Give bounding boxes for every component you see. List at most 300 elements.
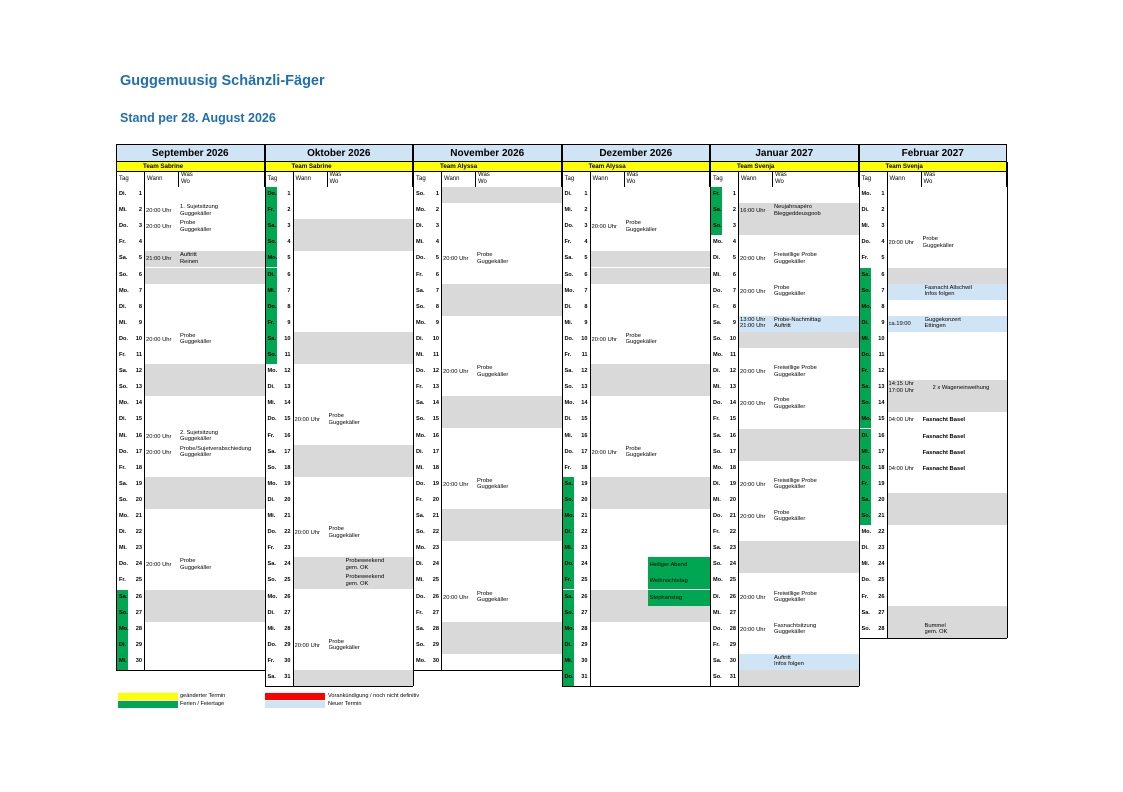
weekday: Do.	[564, 335, 574, 342]
day-tag	[116, 525, 144, 541]
weekday: Mo.	[713, 239, 723, 246]
appointment-time: 20:00 Uhr	[443, 256, 469, 263]
day-entry-bg	[590, 606, 711, 622]
grid-line	[562, 162, 563, 686]
weekday: Sa.	[267, 448, 276, 455]
day-row	[859, 445, 1008, 461]
appointment-description: Probeweekend gem. OK	[345, 558, 385, 571]
legend-label: Neuer Termin	[328, 701, 362, 707]
day-entry-bg	[590, 541, 711, 557]
day-entry-bg	[293, 429, 414, 445]
day-row	[562, 429, 711, 445]
appointment-description: Probe Guggekäller	[625, 445, 657, 458]
day-number: 8	[881, 303, 885, 310]
day-entry-bg	[887, 203, 1008, 219]
day-entry-bg	[144, 541, 265, 557]
day-tag	[562, 219, 590, 235]
weekday: Di.	[267, 496, 275, 503]
day-row	[859, 380, 1008, 396]
col-header-was-wo: Was Wo	[327, 171, 414, 187]
day-number: 1	[435, 191, 439, 197]
day-row	[859, 364, 1008, 380]
day-row	[562, 573, 711, 589]
col-header-was-wo: Was Wo	[475, 171, 562, 187]
day-row	[116, 638, 265, 654]
day-tag	[413, 187, 441, 203]
weekday: Mo.	[861, 191, 872, 197]
day-row	[265, 670, 414, 686]
appointment-description: Probe Guggekäller	[180, 558, 212, 571]
weekday: Fr.	[861, 593, 869, 600]
day-tag	[413, 332, 441, 348]
day-number: 22	[729, 529, 736, 536]
day-tag	[116, 573, 144, 589]
day-tag	[710, 219, 738, 235]
weekday: Do.	[119, 561, 129, 568]
day-number: 2	[584, 207, 588, 214]
weekday: Mo.	[416, 319, 426, 326]
day-row	[116, 606, 265, 622]
day-tag	[859, 300, 887, 316]
day-tag	[413, 235, 441, 251]
day-number: 14	[878, 400, 885, 407]
weekday: Do.	[564, 674, 574, 680]
day-number: 18	[135, 464, 142, 471]
appointment-time: 20:00 Uhr	[740, 514, 766, 520]
weekday: Mi.	[416, 239, 424, 246]
day-number: 10	[729, 335, 736, 342]
day-entry-bg	[144, 300, 265, 316]
day-tag	[859, 429, 887, 445]
day-tag	[413, 606, 441, 622]
day-tag	[562, 203, 590, 219]
day-row	[710, 638, 859, 654]
day-number: 22	[581, 529, 588, 536]
day-number: 25	[581, 577, 588, 584]
day-number: 27	[581, 609, 588, 616]
day-entry-bg	[590, 525, 711, 541]
legend-label: Ferien / Feiertage	[180, 701, 225, 707]
day-tag	[859, 235, 887, 251]
day-number: 30	[432, 657, 439, 664]
col-header-tag: Tag	[859, 171, 887, 187]
day-tag	[413, 477, 441, 493]
day-tag	[859, 284, 887, 300]
day-tag	[710, 622, 738, 638]
weekday: Sa.	[119, 255, 128, 262]
day-row	[562, 396, 711, 412]
day-row	[859, 606, 1008, 622]
day-number: 5	[881, 255, 885, 262]
day-row	[859, 235, 1008, 251]
appointment-description: Probe Guggekäller	[774, 397, 806, 410]
day-number: 9	[881, 319, 885, 326]
day-row	[116, 396, 265, 412]
day-entry-bg	[738, 461, 859, 477]
day-row	[710, 670, 859, 686]
day-number: 3	[732, 223, 736, 230]
day-entry-bg	[738, 525, 859, 541]
day-entry-bg	[738, 493, 859, 509]
col-header-was-wo: Was Wo	[624, 171, 711, 187]
day-row	[413, 557, 562, 573]
day-number: 16	[135, 432, 142, 439]
weekday: Mi.	[564, 432, 573, 439]
weekday: Fr.	[861, 255, 869, 262]
day-row	[265, 284, 414, 300]
weekday: Do.	[119, 335, 129, 342]
weekday: Mo.	[267, 255, 278, 262]
day-entry-bg	[590, 380, 711, 396]
day-number: 10	[135, 335, 142, 342]
row-divider	[116, 171, 265, 172]
day-entry-bg	[738, 573, 859, 589]
day-number: 13	[729, 384, 736, 391]
appointment-description: Probe Guggekäller	[477, 477, 509, 491]
day-number: 7	[435, 287, 439, 294]
day-tag	[710, 445, 738, 461]
day-entry-bg	[738, 187, 859, 203]
day-number: 30	[581, 657, 588, 664]
month-column	[562, 144, 711, 686]
day-entry-bg	[144, 477, 265, 493]
day-row	[413, 445, 562, 461]
day-tag	[710, 316, 738, 332]
day-tag	[710, 670, 738, 686]
page-title: Guggemuusig Schänzli-Fäger	[120, 73, 325, 89]
weekday: Fr.	[267, 657, 275, 664]
day-row	[710, 380, 859, 396]
day-tag	[265, 541, 293, 557]
day-tag	[562, 316, 590, 332]
day-number: 5	[435, 255, 439, 262]
day-tag	[859, 268, 887, 284]
day-tag	[562, 622, 590, 638]
day-number: 1	[138, 191, 142, 197]
day-number: 6	[138, 271, 142, 278]
weekday: Mo.	[713, 577, 723, 584]
grid-line	[738, 171, 739, 686]
day-entry-bg	[441, 493, 562, 509]
day-tag	[413, 268, 441, 284]
day-number: 17	[432, 448, 439, 455]
day-entry-bg	[590, 477, 711, 493]
day-row	[562, 654, 711, 670]
day-entry-bg	[441, 445, 562, 461]
day-tag	[413, 445, 441, 461]
weekday: Do.	[416, 593, 426, 600]
weekday: So.	[713, 448, 722, 455]
day-number: 11	[581, 352, 588, 358]
day-tag	[562, 348, 590, 364]
weekday: So.	[564, 609, 574, 616]
day-number: 20	[432, 496, 439, 503]
day-tag	[710, 268, 738, 284]
grid-line	[144, 171, 145, 670]
appointment-time: 04:00 Uhr	[888, 417, 914, 424]
day-entry-bg	[441, 284, 562, 300]
day-number: 21	[581, 513, 588, 519]
appointment-description: Probe Guggekäller	[922, 236, 954, 249]
day-row	[413, 590, 562, 606]
day-entry-bg	[144, 493, 265, 509]
day-row	[116, 219, 265, 235]
day-row	[562, 493, 711, 509]
day-number: 13	[878, 384, 885, 391]
day-row	[710, 268, 859, 284]
day-tag	[413, 622, 441, 638]
weekday: So.	[267, 464, 277, 471]
day-tag	[265, 396, 293, 412]
weekday: So.	[119, 271, 128, 278]
day-entry-bg	[293, 300, 414, 316]
day-row	[710, 332, 859, 348]
day-number: 12	[581, 368, 588, 375]
day-entry-bg	[293, 268, 414, 284]
day-number: 22	[284, 529, 291, 536]
month-header: Januar 2027	[710, 144, 859, 162]
day-tag	[562, 509, 590, 525]
weekday: Do.	[267, 191, 277, 197]
day-row	[116, 493, 265, 509]
weekday: Di.	[713, 255, 721, 262]
day-tag	[859, 380, 887, 396]
day-number: 26	[284, 593, 291, 600]
appointment-time: 04:00 Uhr	[888, 465, 914, 472]
day-number: 29	[135, 641, 142, 648]
day-tag	[859, 606, 887, 622]
day-row	[413, 493, 562, 509]
day-number: 15	[135, 416, 142, 423]
weekday: Do.	[267, 416, 277, 423]
day-entry-bg	[144, 638, 265, 654]
weekday: Di.	[416, 448, 424, 455]
weekday: Di.	[713, 368, 721, 375]
day-entry-bg	[590, 235, 711, 251]
day-tag	[116, 638, 144, 654]
weekday: So.	[267, 352, 277, 358]
appointment-description: Probe Guggekäller	[180, 332, 212, 346]
day-number: 7	[584, 287, 588, 294]
day-entry-bg	[887, 348, 1008, 364]
day-row	[413, 412, 562, 428]
day-number: 10	[432, 335, 439, 342]
day-row	[859, 622, 1008, 638]
weekday: Sa.	[713, 207, 722, 214]
appointment-description: Freiwillige Probe Guggekäller	[774, 252, 817, 265]
weekday: So.	[861, 287, 871, 294]
weekday: Mi.	[119, 207, 127, 214]
day-entry-bg	[441, 187, 562, 203]
appointment-description: Heiliger Abend	[649, 562, 688, 569]
weekday: Sa.	[267, 561, 276, 568]
day-entry-bg	[887, 557, 1008, 573]
weekday: Do.	[713, 287, 723, 294]
weekday: Mi.	[713, 496, 721, 503]
day-tag	[265, 445, 293, 461]
day-number: 8	[732, 303, 736, 310]
day-row	[859, 300, 1008, 316]
day-number: 2	[138, 207, 142, 214]
day-row	[413, 606, 562, 622]
day-number: 15	[878, 416, 885, 423]
day-row	[859, 396, 1008, 412]
weekday: Fr.	[416, 496, 423, 503]
day-entry-bg	[590, 670, 711, 686]
weekday: Sa.	[564, 593, 573, 600]
day-row	[562, 380, 711, 396]
day-number: 24	[135, 561, 142, 568]
day-tag	[413, 316, 441, 332]
day-tag	[710, 557, 738, 573]
appointment-time: 20:00 Uhr	[591, 449, 617, 456]
day-tag	[116, 380, 144, 396]
weekday: Sa.	[861, 496, 870, 503]
day-tag	[413, 429, 441, 445]
day-tag	[562, 493, 590, 509]
day-entry-bg	[738, 445, 859, 461]
day-row	[265, 493, 414, 509]
weekday: Di.	[267, 271, 275, 278]
day-entry-bg	[144, 380, 265, 396]
day-row	[859, 284, 1008, 300]
day-number: 12	[729, 368, 736, 375]
day-number: 16	[581, 432, 588, 439]
day-number: 15	[729, 416, 736, 423]
day-entry-bg	[590, 348, 711, 364]
day-tag	[859, 396, 887, 412]
weekday: Mo.	[564, 513, 575, 519]
day-entry-bg	[441, 557, 562, 573]
day-row	[116, 380, 265, 396]
weekday: Fr.	[564, 239, 572, 246]
day-number: 10	[581, 335, 588, 342]
weekday: So.	[861, 513, 871, 519]
day-number: 8	[287, 303, 291, 310]
day-row	[710, 412, 859, 428]
day-entry-bg	[887, 493, 1008, 509]
day-row	[710, 219, 859, 235]
day-entry-bg	[590, 509, 711, 525]
day-row	[562, 203, 711, 219]
weekday: Mi.	[119, 657, 127, 664]
day-number: 4	[881, 239, 885, 246]
day-row	[116, 364, 265, 380]
day-tag	[116, 300, 144, 316]
day-entry-bg	[887, 573, 1008, 589]
appointment-description: Neujahrsapéro Bleggeddeusgoob	[774, 204, 821, 217]
day-row	[413, 219, 562, 235]
day-number: 21	[284, 513, 291, 519]
day-tag	[265, 509, 293, 525]
day-tag	[562, 300, 590, 316]
day-number: 5	[138, 255, 142, 262]
month-column	[116, 144, 265, 686]
day-tag	[265, 638, 293, 654]
day-tag	[116, 445, 144, 461]
row-divider	[562, 171, 711, 172]
day-row	[265, 429, 414, 445]
team-label: Team Svenja	[859, 162, 1008, 171]
day-tag	[265, 251, 293, 267]
day-row	[562, 509, 711, 525]
day-entry-bg	[293, 541, 414, 557]
weekday: Di.	[861, 545, 869, 552]
day-number: 9	[138, 319, 142, 326]
weekday: Sa.	[861, 384, 870, 391]
day-tag	[116, 364, 144, 380]
day-tag	[859, 622, 887, 638]
day-row	[116, 268, 265, 284]
day-entry-bg	[144, 412, 265, 428]
day-row	[116, 622, 265, 638]
day-number: 12	[284, 368, 291, 375]
day-number: 19	[432, 480, 439, 487]
weekday: Mo.	[267, 368, 278, 375]
weekday: Do.	[267, 303, 277, 310]
appointment-description: Probe/Sujetverabschiedung Guggekäller	[180, 445, 252, 458]
day-number: 23	[135, 545, 142, 552]
row-divider	[413, 670, 562, 671]
day-row	[562, 590, 711, 606]
day-tag	[116, 284, 144, 300]
day-row	[413, 332, 562, 348]
day-entry-bg	[144, 187, 265, 203]
day-tag	[413, 509, 441, 525]
weekday: Di.	[416, 223, 424, 230]
appointment-description: Freiwillige Probe Guggekäller	[774, 477, 817, 491]
day-row	[413, 638, 562, 654]
day-row	[413, 251, 562, 267]
day-row	[562, 445, 711, 461]
appointment-description: Fasnacht Basel	[922, 465, 966, 472]
day-number: 16	[729, 432, 736, 439]
day-tag	[710, 380, 738, 396]
day-row	[413, 622, 562, 638]
appointment-description: Probe Guggekäller	[477, 365, 509, 378]
day-number: 10	[878, 335, 885, 342]
weekday: Mi.	[416, 577, 424, 584]
day-tag	[265, 606, 293, 622]
day-tag	[413, 525, 441, 541]
appointment-time: 20:00 Uhr	[740, 288, 766, 295]
day-number: 25	[284, 577, 291, 584]
day-row	[859, 348, 1008, 364]
day-tag	[413, 251, 441, 267]
day-row	[859, 477, 1008, 493]
day-entry-bg	[293, 219, 414, 235]
day-tag	[116, 622, 144, 638]
day-entry-bg	[144, 622, 265, 638]
day-row	[562, 187, 711, 203]
day-number: 2	[287, 207, 291, 214]
day-row	[116, 654, 265, 670]
day-tag	[116, 477, 144, 493]
day-number: 24	[284, 561, 291, 568]
day-row	[562, 235, 711, 251]
day-tag	[710, 429, 738, 445]
day-row	[116, 284, 265, 300]
day-tag	[116, 429, 144, 445]
weekday: Sa.	[267, 335, 276, 342]
month-column	[859, 144, 1008, 686]
day-row	[562, 412, 711, 428]
day-tag	[265, 219, 293, 235]
day-number: 22	[432, 529, 439, 536]
month-header: Dezember 2026	[562, 144, 711, 162]
day-entry-bg	[441, 461, 562, 477]
day-number: 1	[287, 191, 291, 197]
